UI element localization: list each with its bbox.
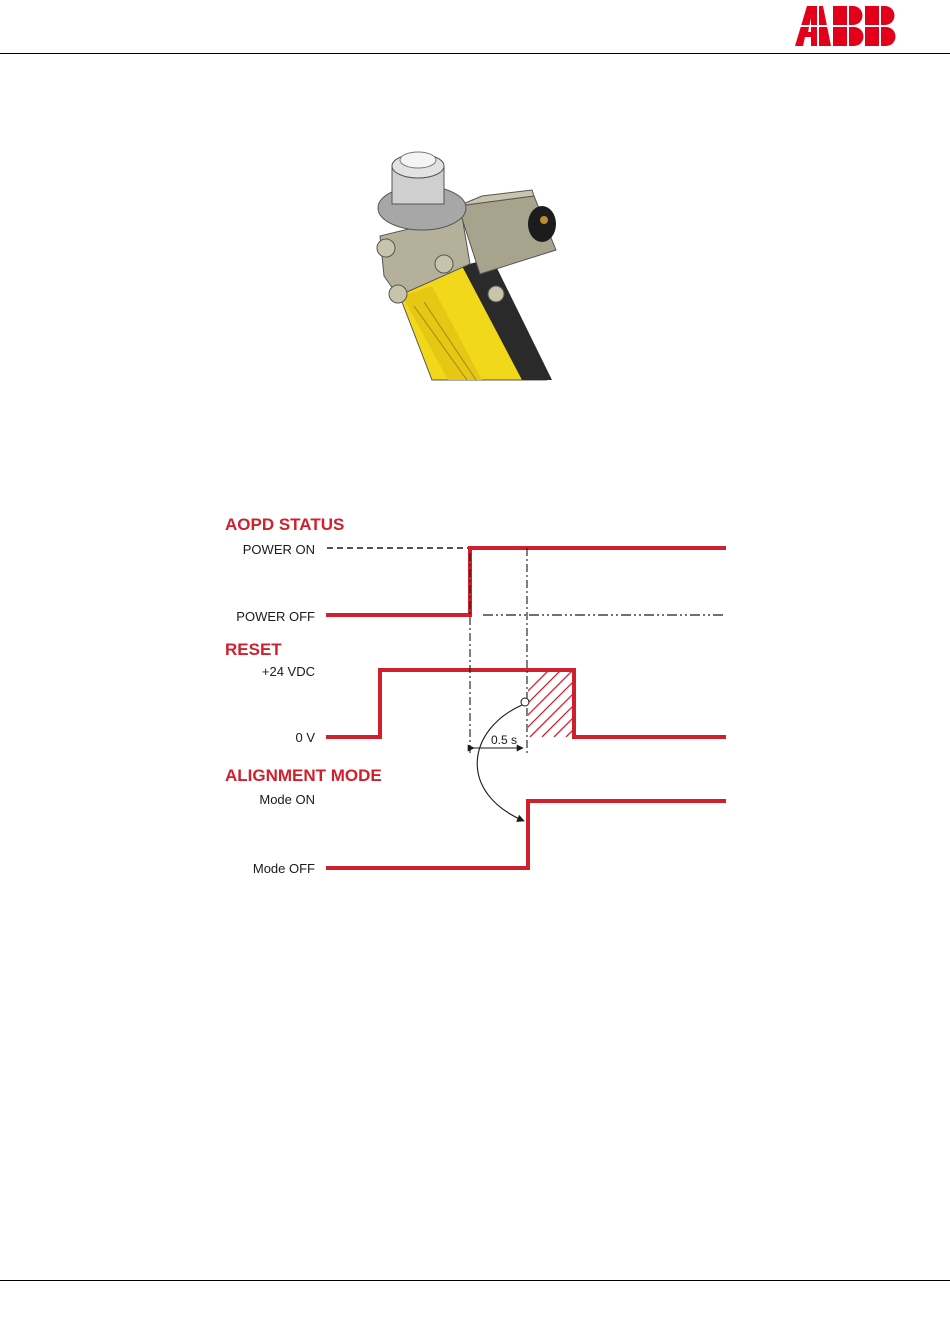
reset-title: RESET [225, 640, 282, 659]
aopd-status-title: AOPD STATUS [225, 515, 345, 534]
abb-logo [795, 4, 897, 48]
reset-low-label: 0 V [295, 730, 315, 745]
hatched-region [482, 667, 636, 737]
alignment-mode-title: ALIGNMENT MODE [225, 766, 382, 785]
trigger-point-marker [521, 698, 529, 706]
power-off-label: POWER OFF [236, 609, 315, 624]
mode-off-label: Mode OFF [252, 861, 315, 876]
alignment-mode-signal [326, 801, 726, 868]
trigger-curved-arrow [477, 705, 524, 821]
delay-label: 0.5 s [490, 733, 518, 747]
timing-diagram [218, 505, 738, 885]
header-divider [0, 53, 950, 54]
safety-light-curtain-image [362, 146, 562, 382]
reset-high-label: +24 VDC [261, 664, 315, 679]
power-on-label: POWER ON [242, 542, 315, 557]
mode-on-label: Mode ON [259, 792, 315, 807]
aopd-status-signal [326, 548, 726, 615]
footer-divider [0, 1280, 950, 1281]
